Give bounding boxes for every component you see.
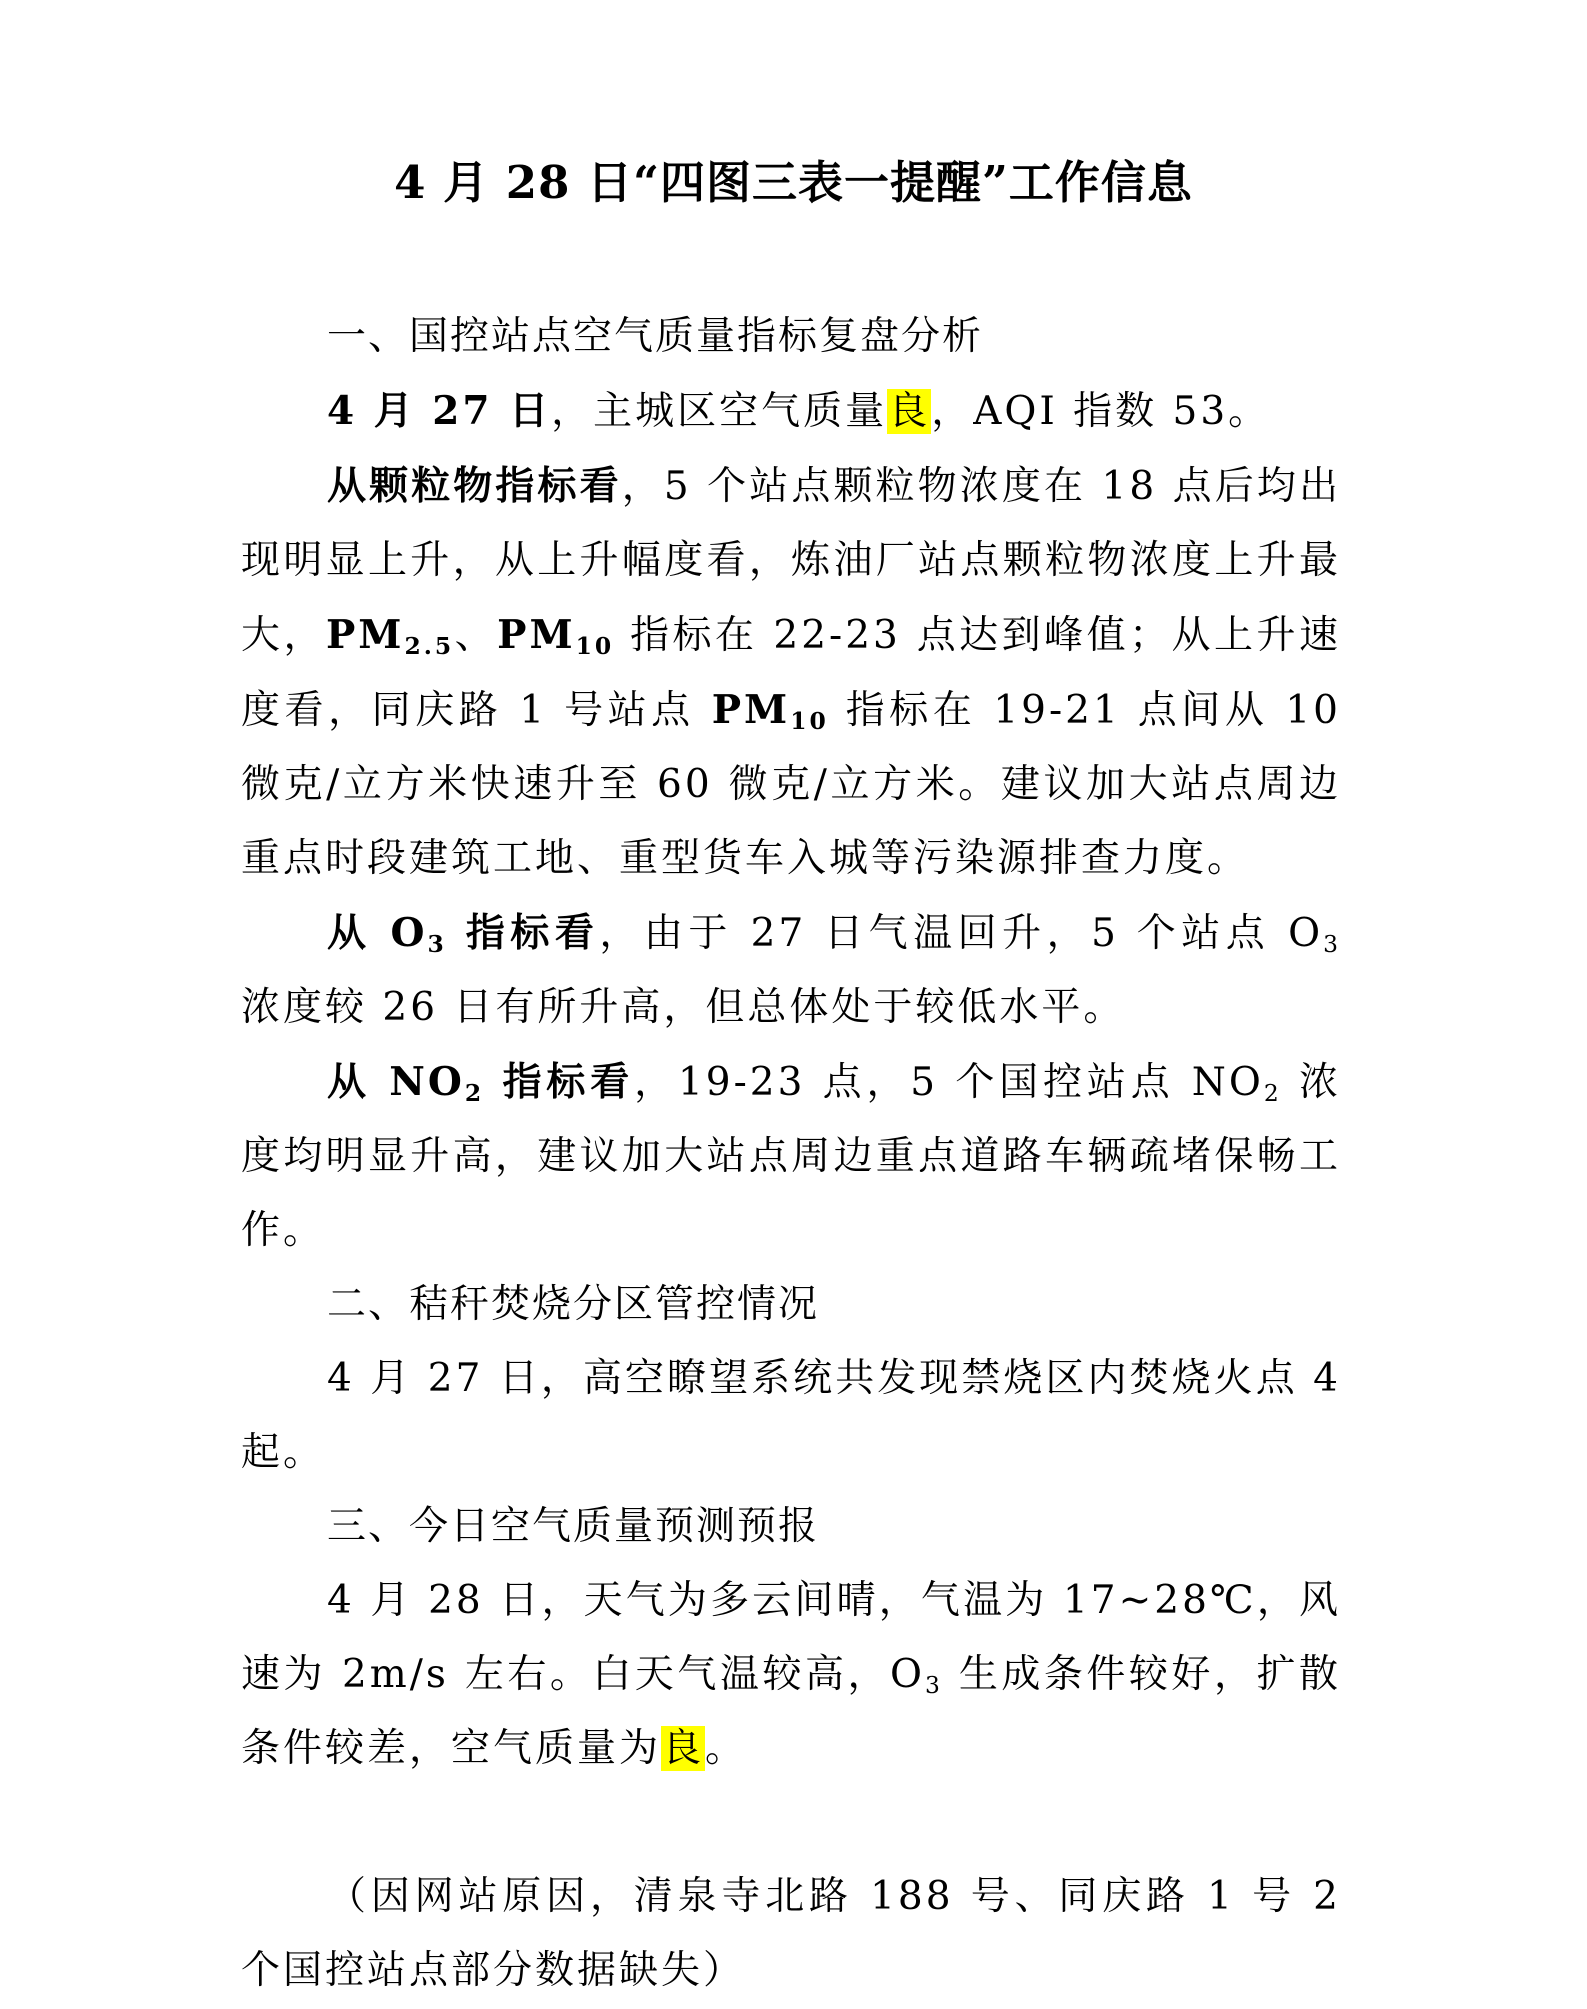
no2-text-1: ，19-23 点，5 个国控站点 NO (634, 1060, 1264, 1105)
summary-text-2: ，AQI 指数 53。 (931, 389, 1271, 434)
forecast-text-2: 生成条件较好，扩散条件较差，空气质量为 (241, 1652, 1341, 1771)
ozone-paragraph (241, 896, 1341, 1045)
pm25-label: $PM_{2.5}$ (325, 612, 455, 660)
ozone-subscript: 3 (1323, 929, 1341, 958)
particulate-text-3: 指标在 19-21 点间从 10 微克/立方米快速升至 60 微克/立方米。建议加大站点周边重点时段建筑工地、重型货车入城等污染源排查力度。 (241, 688, 1341, 881)
document-title: 4 月 28 日“四图三表一提醒”工作信息 (394, 156, 1193, 209)
forecast-paragraph (241, 1564, 1341, 1786)
ozone-text-2: 浓度较 26 日有所升高，但总体处于较低水平。 (241, 985, 1126, 1030)
forecast-grade-highlight: 良 (662, 1726, 705, 1771)
ozone-text-1: ，由于 27 日气温回升，5 个站点 O (599, 911, 1324, 956)
forecast-o3-subscript: 3 (925, 1670, 943, 1699)
forecast-text-3: 。 (705, 1726, 748, 1771)
particulate-paragraph (241, 449, 1341, 896)
pm-separator: 、 (454, 613, 498, 658)
ozone-lead: 从 $O_3$ 指标看 (327, 910, 600, 958)
particulate-text-1: ，5 个站点颗粒物浓度在 18 点后均出现明显上升，从上升幅度看，炼油厂站点颗粒物浓度上升最大， (241, 464, 1341, 658)
pm10-label-2: $PM_{10}$ (711, 687, 829, 735)
pm10-label: $PM_{10}$ (497, 612, 615, 660)
no2-lead: 从 $NO_2$ 指标看 (327, 1059, 635, 1107)
particulate-lead: 从颗粒物指标看 (327, 463, 622, 509)
section-heading-2: 二、秸秆焚烧分区管控情况 (327, 1282, 820, 1327)
spacer (241, 1786, 1341, 1860)
summary-date: 4 月 27 日 (327, 388, 552, 434)
summary-text-1: ，主城区空气质量 (551, 389, 888, 434)
forecast-text-1: 4 月 28 日，天气为多云间晴，气温为 17~28℃，风速为 2m/s 左右。白天气温较高，O (241, 1578, 1341, 1697)
straw-burning-paragraph: 4 月 27 日，高空瞭望系统共发现禁烧区内焚烧火点 4 起。 (241, 1356, 1341, 1475)
no2-subscript: 2 (1263, 1078, 1282, 1107)
document-body (241, 300, 1341, 2008)
air-quality-grade-highlight: 良 (888, 389, 931, 434)
no2-text-2: 浓度均明显升高，建议加大站点周边重点道路车辆疏堵保畅工作。 (241, 1060, 1342, 1253)
data-missing-note: （因网站原因，清泉寺北路 188 号、同庆路 1 号 2 个国控站点部分数据缺失） (241, 1874, 1341, 1993)
aqi-summary-paragraph (241, 374, 1341, 449)
section-heading-3: 三、今日空气质量预测预报 (327, 1504, 820, 1549)
section-heading-1: 一、国控站点空气质量指标复盘分析 (327, 314, 984, 359)
particulate-text-2: 指标在 22-23 点达到峰值；从上升速度看，同庆路 1 号站点 (241, 613, 1341, 733)
no2-paragraph (241, 1045, 1341, 1268)
